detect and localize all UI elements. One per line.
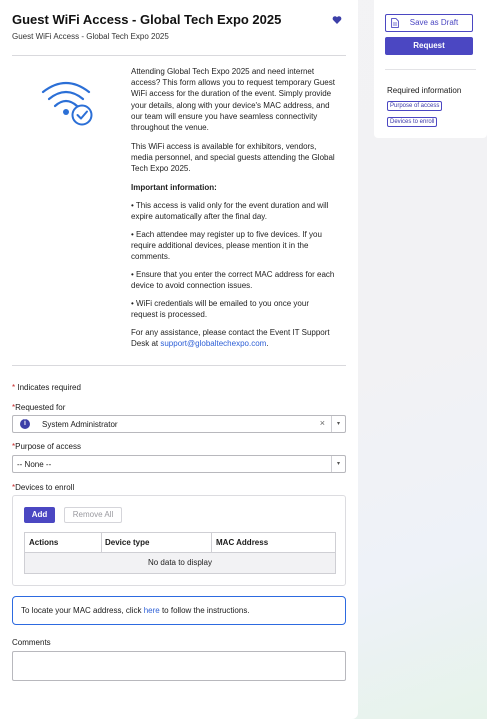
required-star: *	[12, 403, 16, 412]
divider	[12, 55, 346, 56]
required-item-devices[interactable]: Devices to enroll	[387, 117, 437, 127]
devices-label-text: Devices to enroll	[15, 483, 75, 492]
required-star: *	[12, 483, 16, 492]
support-email-link[interactable]: support@globaltechexpo.com	[160, 339, 267, 349]
contact-suffix: .	[266, 339, 269, 349]
wifi-check-icon	[40, 78, 96, 128]
document-icon	[391, 18, 399, 28]
divider	[12, 365, 346, 366]
column-header-actions[interactable]: Actions	[29, 538, 59, 547]
devices-label	[12, 483, 74, 492]
clear-icon[interactable]: ×	[319, 418, 325, 428]
table-header	[25, 533, 335, 553]
info-bullet-4: • WiFi credentials will be emailed to you once your request is processed.	[131, 299, 309, 320]
column-separator	[101, 533, 102, 553]
required-note	[12, 383, 81, 392]
save-draft-label: Save as Draft	[409, 18, 459, 27]
empty-table-message: No data to display	[25, 553, 335, 573]
chevron-down-icon[interactable]: ▾	[331, 416, 345, 432]
requested-for-label-text: Requested for	[15, 403, 66, 412]
required-note-text: Indicates required	[15, 383, 81, 392]
purpose-value: -- None --	[17, 460, 52, 469]
column-separator	[211, 533, 212, 553]
purpose-label-text: Purpose of access	[15, 442, 81, 451]
required-star: *	[12, 442, 16, 451]
contact-text	[131, 327, 337, 349]
contact-prefix: For any assistance, please contact the Event IT Support Desk at	[131, 328, 330, 349]
heart-icon[interactable]	[332, 15, 342, 25]
info-bullet-3: • Ensure that you enter the correct MAC address for each device to avoid connection issues.	[131, 270, 335, 291]
comments-textarea[interactable]	[12, 651, 346, 681]
column-header-mac-address[interactable]: MAC Address	[216, 538, 269, 547]
divider	[385, 69, 476, 70]
action-panel	[374, 0, 487, 138]
info-icon[interactable]: i	[20, 419, 30, 429]
requested-for-value: System Administrator	[42, 420, 118, 429]
page-title: Guest WiFi Access - Global Tech Expo 2025	[12, 12, 282, 27]
chevron-down-icon[interactable]: ▾	[331, 456, 345, 472]
important-heading: Important information:	[131, 183, 217, 192]
page-subtitle: Guest WiFi Access - Global Tech Expo 2025	[12, 32, 169, 41]
requested-for-label	[12, 403, 65, 412]
mac-instructions-link[interactable]: here	[143, 606, 160, 615]
mac-address-help	[12, 596, 346, 625]
devices-table-panel	[12, 495, 346, 586]
required-info-heading: Required information	[387, 86, 462, 95]
info-bullet-1: • This access is valid only for the event duration and will expire automatically after the final day.	[131, 201, 329, 222]
info-bullet-2: • Each attendee may register up to five devices. If you require additional devices, please mention it in the comments.	[131, 230, 322, 262]
requested-for-field[interactable]	[12, 415, 346, 433]
request-button[interactable]: Request	[385, 37, 473, 55]
purpose-label	[12, 442, 81, 451]
remove-all-button[interactable]: Remove All	[64, 507, 122, 523]
availability-text: This WiFi access is available for exhibitors, vendors, media personnel, and special guests attending the Global Tech Expo 2025.	[131, 142, 335, 174]
mac-note-suffix: to follow the instructions.	[159, 606, 250, 615]
column-header-device-type[interactable]: Device type	[105, 538, 150, 547]
comments-label: Comments	[12, 638, 51, 647]
required-star: *	[12, 383, 16, 392]
devices-table	[24, 532, 336, 574]
purpose-select[interactable]	[12, 455, 346, 473]
save-draft-button[interactable]	[385, 14, 473, 32]
add-device-button[interactable]: Add	[24, 507, 55, 523]
intro-text: Attending Global Tech Expo 2025 and need internet access? This form allows you to request temporary Guest WiFi access for the duration of the event. Simply provide your details, along with your device's MAC address, and our team will ensure you have seamless connectivity throughout the venue.	[131, 67, 335, 133]
mac-note-prefix: To locate your MAC address, click	[21, 606, 144, 615]
required-item-purpose[interactable]: Purpose of access	[387, 101, 442, 111]
